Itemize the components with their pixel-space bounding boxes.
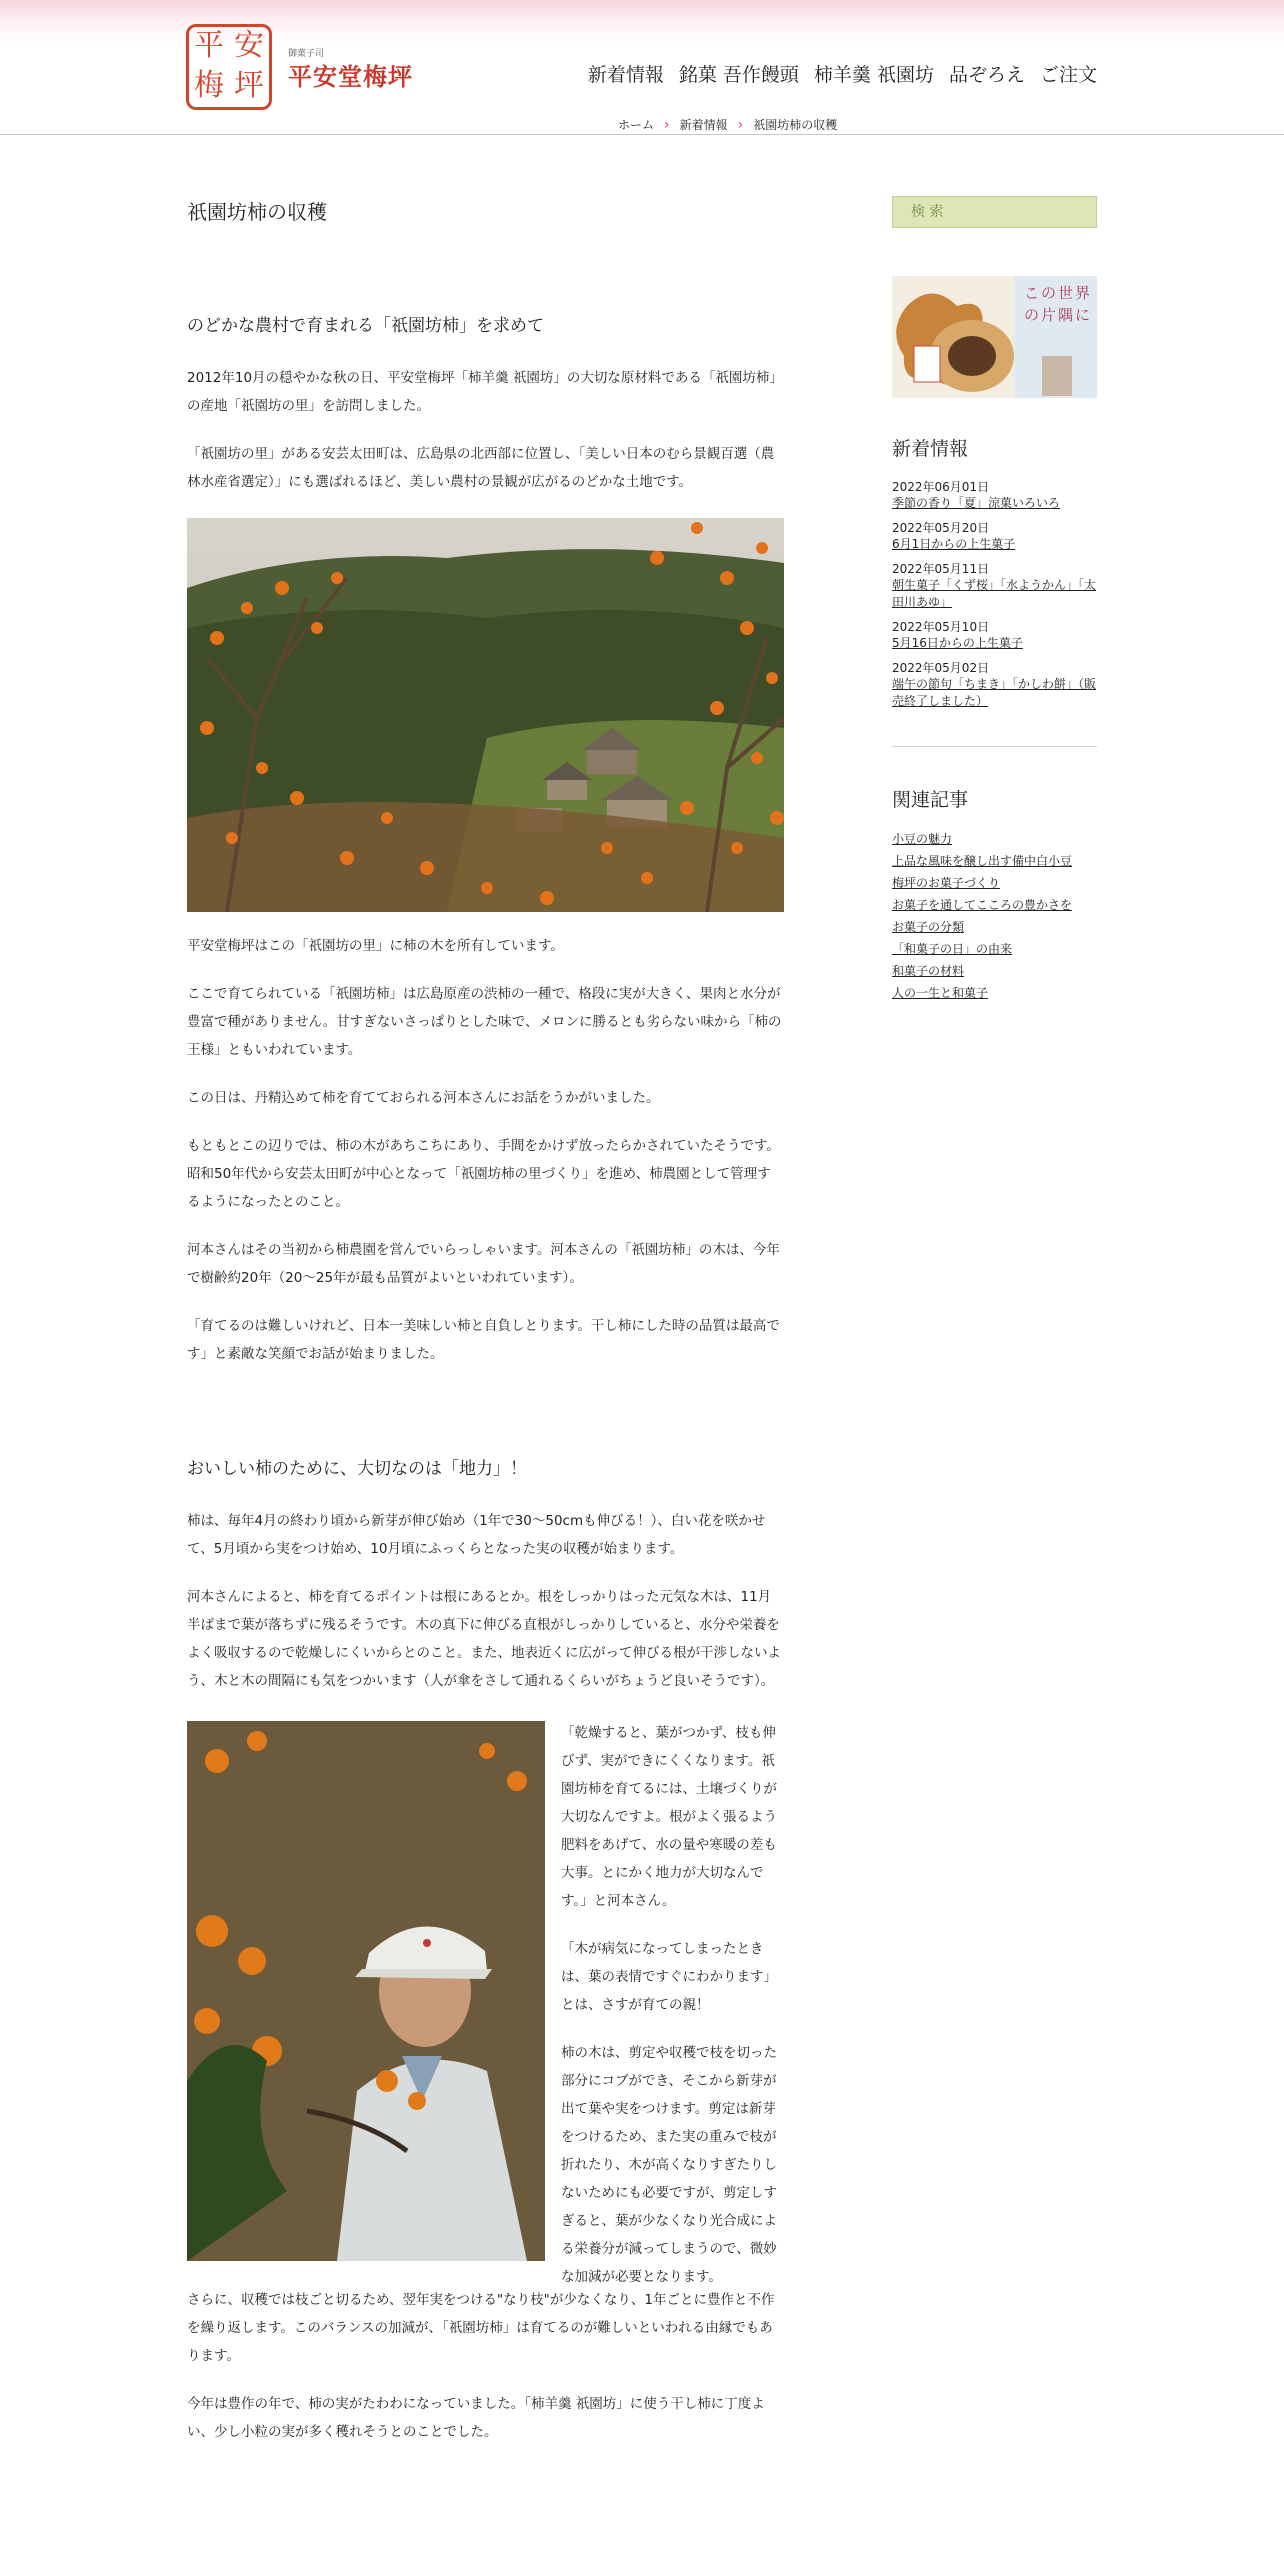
news-link[interactable]: 5月16日からの上生菓子 xyxy=(892,636,1023,650)
logo-seal-char: 梅 xyxy=(194,68,224,103)
related-list xyxy=(892,828,1097,1004)
news-date: 2022年05月02日 xyxy=(892,661,990,675)
news-item xyxy=(892,520,1097,553)
news-heading: 新着情報 xyxy=(892,438,969,460)
quote-paragraph: 「乾燥すると、葉がつかず、枝も伸びず、実ができにくくなります。祇園坊柿を育てるには、土壌づくりが大切なんですよ。根がよく張るよう肥料をあげて、水の量や寒暖の差も大事。とにかく地力が大切なんです。」と河本さん。 xyxy=(561,1725,777,1909)
news-date: 2022年06月01日 xyxy=(892,480,990,494)
news-link[interactable]: 朝生菓子「くず桜」「水ようかん」「太田川あゆ」 xyxy=(892,578,1097,609)
news-item xyxy=(892,619,1097,652)
paragraph: 柿は、毎年4月の終わり頃から新芽が伸び始め（1年で30～50cmも伸びる！）、白い花を咲かせて、5月頃から実をつけ始め、10月頃にふっくらとなった実の収穫が始まります。 xyxy=(187,1513,766,1557)
sidebar xyxy=(892,196,1097,1004)
divider xyxy=(892,746,1097,747)
nav-gosaku-manju[interactable]: 銘菓 吾作饅頭 xyxy=(678,64,799,86)
paragraph: 2012年10月の穏やかな秋の日、平安堂梅坪「柿羊羹 祇園坊」の大切な原材料である「祇園坊柿」の産地「祇園坊の里」を訪問しました。 xyxy=(187,370,783,414)
news-item xyxy=(892,561,1097,611)
related-heading: 関連記事 xyxy=(892,789,969,811)
paragraph: 柿の木は、剪定や収穫で枝を切った部分にコブができ、そこから新芽が出て葉や実をつけます。剪定は新芽をつけるため、また実の重みで枝が折れたり、木が高くなりすぎたりしないためにも必要ですが、剪定しすぎると、葉が少なくなり光合成による栄養分が減ってしまうので、微妙な加減が必要となります。 xyxy=(561,2045,777,2285)
chevron-right-icon: › xyxy=(664,116,670,133)
paragraph: ここで育てられている「祇園坊柿」は広島原産の渋柿の一種で、格段に実が大きく、果肉と水分が豊富で種がありません。甘すぎないさっぱりとした味で、メロンに勝るとも劣らない味から「柿の王様」ともいわれています。 xyxy=(187,986,782,1058)
chevron-right-icon: › xyxy=(737,116,744,133)
related-link[interactable]: 人の一生と和菓子 xyxy=(892,986,989,1000)
logo-seal-char: 坪 xyxy=(234,68,264,103)
news-link[interactable]: 6月1日からの上生菓子 xyxy=(892,537,1016,551)
related-link[interactable]: 「和菓子の日」の由来 xyxy=(892,942,1013,956)
news-date: 2022年05月10日 xyxy=(892,620,990,634)
related-link[interactable]: 小豆の魅力 xyxy=(892,832,953,846)
breadcrumb-news[interactable]: 新着情報 xyxy=(679,118,728,132)
related-link[interactable]: 梅坪のお菓子づくり xyxy=(892,876,1001,890)
paragraph: さらに、収穫では枝ごと切るため、翌年実をつける"なり枝"が少なくなり、1年ごとに豊作と不作を繰り返します。このバランスの加減が、「祇園坊柿」は育てるのが難しいといわれる由縁でもあります。 xyxy=(187,2292,775,2364)
nav-news[interactable]: 新着情報 xyxy=(587,64,664,86)
nav-products[interactable]: 品ぞろえ xyxy=(948,64,1025,86)
site-header xyxy=(0,0,1284,135)
nav-kaki-yokan[interactable]: 柿羊羹 祇園坊 xyxy=(813,64,934,86)
logo-wordmark[interactable] xyxy=(288,46,413,92)
paragraph: もともとこの辺りでは、柿の木があちこちにあり、手間をかけず放ったらかされていたそうです。昭和50年代から安芸太田町が中心となって「祇園坊柿の里づくり」を進め、柿農園として管理するようになったとのこと。 xyxy=(187,1138,780,1210)
section-heading: おいしい柿のために、大切なのは「地力」！ xyxy=(187,1459,527,1479)
banner-link[interactable] xyxy=(892,276,1097,398)
logo-seal[interactable] xyxy=(186,24,272,110)
search-input[interactable]: 検 索 xyxy=(892,196,1097,228)
news-list xyxy=(892,479,1097,710)
farmer-photo xyxy=(187,1721,545,2261)
paragraph: 河本さんによると、柿を育てるポイントは根にあるとか。根をしっかりはった元気な木は、11月半ばまで葉が落ちずに残るそうです。木の真下に伸びる直根がしっかりしていると、水分や栄養をよく吸収するので乾燥しにくいからとのこと。また、地表近くに広がって伸びる根が干渉しないよう、木と木の間隔にも気をつかいます（人が傘をさして通れるくらいがちょうど良いそうです）。 xyxy=(187,1589,781,1689)
village-persimmon-photo xyxy=(187,518,784,912)
news-date: 2022年05月11日 xyxy=(892,562,990,576)
breadcrumb xyxy=(618,116,837,133)
related-link[interactable]: お菓子を通してこころの豊かさを xyxy=(892,898,1073,912)
news-item xyxy=(892,660,1097,710)
news-item xyxy=(892,479,1097,512)
breadcrumb-current: 祇園坊柿の収穫 xyxy=(753,118,838,132)
breadcrumb-home[interactable]: ホーム xyxy=(618,118,655,132)
logo-seal-char: 平 xyxy=(194,28,224,63)
paragraph: 「祇園坊の里」がある安芸太田町は、広島県の北西部に位置し、「美しい日本のむら景観百選（農林水産省選定）」にも選ばれるほど、美しい農村の景観が広がるのどかな土地です。 xyxy=(187,446,775,490)
logo-seal-char: 安 xyxy=(234,28,264,63)
news-link[interactable]: 季節の香り「夏」涼菓いろいろ xyxy=(892,496,1061,510)
news-link[interactable]: 端午の節句「ちまき」「かしわ餅」（販売終了しました） xyxy=(892,677,1097,708)
quote-paragraph: 「木が病気になってしまったときは、葉の表情ですぐにわかります」とは、さすが育ての親！ xyxy=(561,1941,777,2013)
farmer-feature xyxy=(187,1719,784,2285)
related-link[interactable]: お菓子の分類 xyxy=(892,920,965,934)
paragraph: この日は、丹精込めて柿を育てておられる河本さんにお話をうかがいました。 xyxy=(187,1090,660,1106)
section-heading: のどかな農村で育まれる「祇園坊柿」を求めて xyxy=(187,316,544,336)
logo-name: 平安堂梅坪 xyxy=(288,62,413,91)
paragraph: 今年は豊作の年で、柿の実がたわわになっていました。「柿羊羹 祇園坊」に使う干し柿に丁度よい、少し小粒の実が多く穫れそうとのことでした。 xyxy=(187,2396,765,2440)
paragraph: 平安堂梅坪はこの「祇園坊の里」に柿の木を所有しています。 xyxy=(187,938,564,954)
related-link[interactable]: 上品な風味を醸し出す備中白小豆 xyxy=(892,854,1073,868)
page-title: 祇園坊柿の収穫 xyxy=(187,200,327,224)
article xyxy=(187,196,784,2446)
news-date: 2022年05月20日 xyxy=(892,521,990,535)
related-link[interactable]: 和菓子の材料 xyxy=(892,964,965,978)
logo-subtitle: 御菓子司 xyxy=(288,49,325,59)
paragraph: 河本さんはその当初から柿農園を営んでいらっしゃいます。河本さんの「祇園坊柿」の木は、今年で樹齢約20年（20～25年が最も品質がよいといわれています）。 xyxy=(187,1242,780,1286)
paragraph: 「育てるのは難しいけれど、日本一美味しい柿と自負しとります。干し柿にした時の品質は最高です」と素敵な笑顔でお話が始まりました。 xyxy=(187,1318,780,1362)
banner-text: この世界の片隅に xyxy=(1024,284,1093,324)
main-nav xyxy=(588,60,1097,87)
nav-order[interactable]: ご注文 xyxy=(1039,64,1097,86)
